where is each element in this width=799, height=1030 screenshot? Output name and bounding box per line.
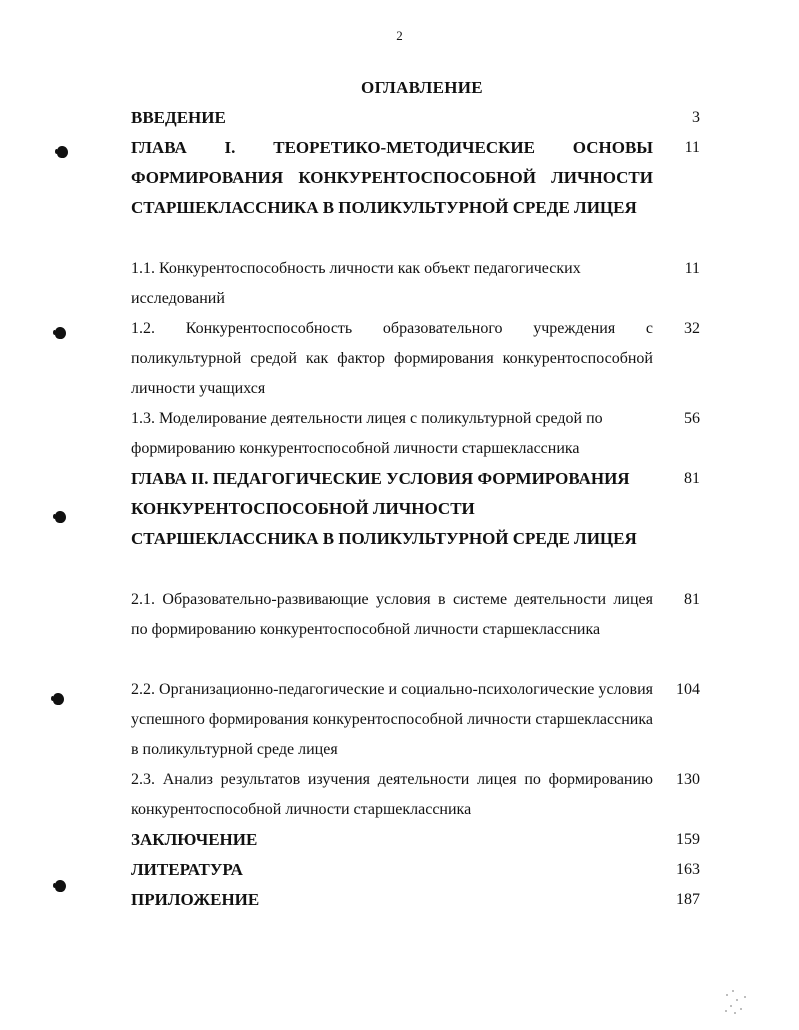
binder-hole-mark — [55, 880, 66, 892]
toc-entry-page: 187 — [676, 891, 700, 908]
page-number: 2 — [396, 28, 403, 43]
toc-entry-page: 130 — [676, 771, 700, 788]
toc-entry-text: ГЛАВА II. ПЕДАГОГИЧЕСКИЕ УСЛОВИЯ ФОРМИРОВАНИЯ КОНКУРЕНТОСПОСОБНОЙ ЛИЧНОСТИ СТАРШЕКЛАССНИКА В ПОЛИКУЛЬТУРНОЙ СРЕДЕ ЛИЦЕЯ — [131, 469, 637, 548]
binder-hole-mark — [57, 146, 68, 158]
toc-entry-text: 2.1. Образовательно-развивающие условия в системе деятельности лицея по формированию конкурентоспособной личности старшеклассника — [131, 591, 653, 638]
toc-entry-page: 81 — [684, 591, 700, 608]
toc-entry-page: 104 — [676, 681, 700, 698]
toc-entry-text: 1.1. Конкурентоспособность личности как объект педагогических исследований — [131, 260, 581, 307]
toc-entry-text: 1.2. Конкурентоспособность образовательного учреждения с поликультурной средой как фактор формирования конкурентоспособной личности учащихся — [131, 320, 653, 397]
toc-entry-page: 3 — [692, 109, 700, 126]
toc-entry-text: ГЛАВА I. ТЕОРЕТИКО-МЕТОДИЧЕСКИЕ ОСНОВЫ ФОРМИРОВАНИЯ КОНКУРЕНТОСПОСОБНОЙ ЛИЧНОСТИ СТАРШЕКЛАССНИКА В ПОЛИКУЛЬТУРНОЙ СРЕДЕ ЛИЦЕЯ — [131, 138, 653, 217]
toc-entry-page: 11 — [684, 139, 700, 156]
page-title: ОГЛАВЛЕНИЕ — [361, 78, 483, 97]
toc-entry-text: 2.2. Организационно-педагогические и социально-психологические условия успешного формирования конкурентоспособной личности старшеклассника в поликультурной среде лицея — [131, 681, 653, 758]
binder-hole-mark — [53, 693, 64, 705]
toc-entry-page: 159 — [676, 831, 700, 848]
toc-entry-text: 2.3. Анализ результатов изучения деятельности лицея по формированию конкурентоспособной личности старшеклассника — [131, 771, 653, 818]
binder-hole-mark — [55, 327, 66, 339]
toc-entry-page: 163 — [676, 861, 700, 878]
scan-noise — [722, 988, 752, 1018]
toc-entry-text: ЛИТЕРАТУРА — [131, 860, 243, 879]
toc-entry-text: ЗАКЛЮЧЕНИЕ — [131, 830, 258, 849]
toc-entry-text: ПРИЛОЖЕНИЕ — [131, 890, 260, 909]
toc-entry-text: ВВЕДЕНИЕ — [131, 108, 226, 127]
toc-entry-page: 11 — [684, 260, 700, 277]
toc-entry-page: 56 — [684, 410, 700, 427]
toc-entry-page: 81 — [684, 470, 700, 487]
binder-hole-mark — [55, 511, 66, 523]
toc-entry-page: 32 — [684, 320, 700, 337]
toc-entry-text: 1.3. Моделирование деятельности лицея с поликультурной средой по формированию конкурентоспособной личности старшеклассника — [131, 410, 603, 457]
